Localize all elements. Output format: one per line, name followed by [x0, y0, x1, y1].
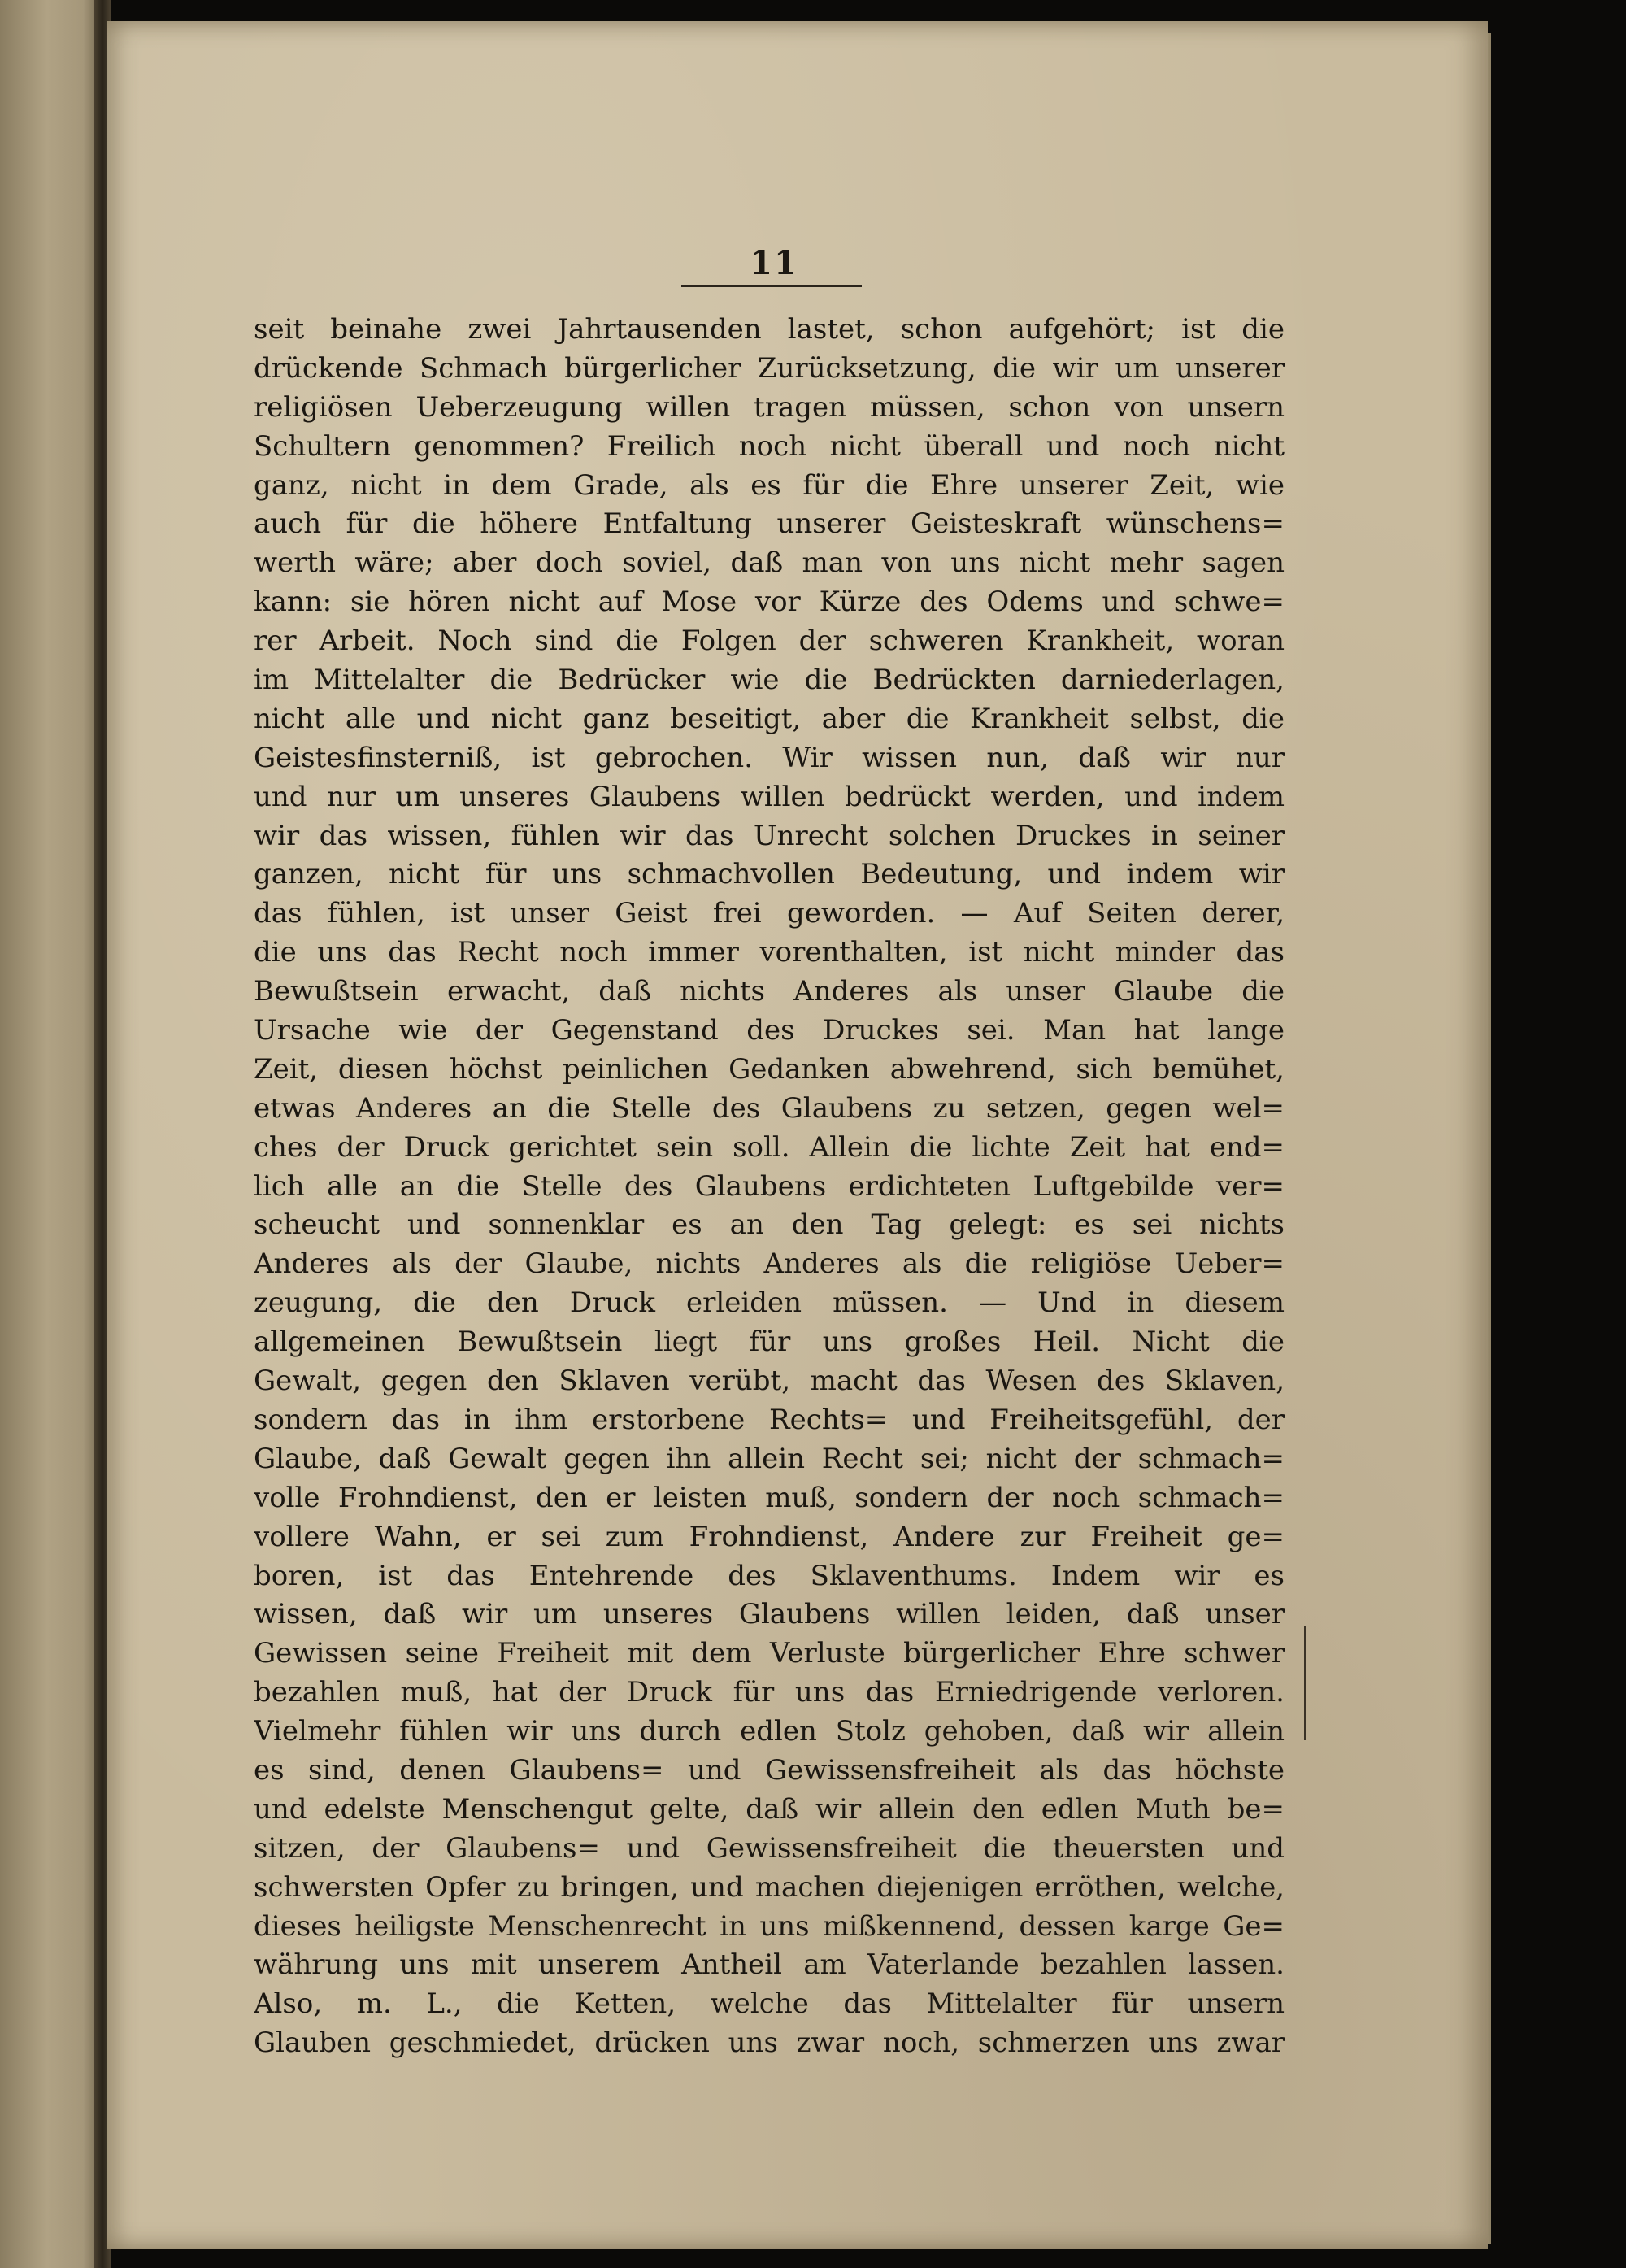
- left-page-edge: [0, 0, 104, 2268]
- text-line: ches der Druck gerichtet sein soll. Allein die lichte Zeit hat end=: [254, 1130, 1285, 1164]
- text-line: Ursache wie der Gegenstand des Druckes sei. Man hat lange: [254, 1014, 1285, 1047]
- text-line: schwersten Opfer zu bringen, und machen diejenigen erröthen, welche,: [254, 1870, 1285, 1904]
- text-line: Geistesfinsterniß, ist gebrochen. Wir wissen nun, daß wir nur: [254, 741, 1285, 774]
- text-line: Gewissen seine Freiheit mit dem Verluste bürgerlicher Ehre schwer: [254, 1637, 1285, 1670]
- text-line: Zeit, diesen höchst peinlichen Gedanken abwehrend, sich bemühet,: [254, 1052, 1285, 1086]
- text-line: etwas Anderes an die Stelle des Glaubens zu setzen, gegen wel=: [254, 1091, 1285, 1125]
- text-line: Vielmehr fühlen wir uns durch edlen Stolz gehoben, daß wir allein: [254, 1715, 1285, 1748]
- text-line: ganz, nicht in dem Grade, als es für die Ehre unserer Zeit, wie: [254, 468, 1285, 502]
- page-number: 11: [750, 244, 798, 282]
- text-line: Bewußtsein erwacht, daß nichts Anderes als unser Glaube die: [254, 975, 1285, 1008]
- text-line: sitzen, der Glaubens= und Gewissensfreiheit die theuersten und: [254, 1831, 1285, 1865]
- text-line: zeugung, die den Druck erleiden müssen. — Und in diesem: [254, 1286, 1285, 1320]
- text-line: religiösen Ueberzeugung willen tragen müssen, schon von unsern: [254, 390, 1285, 424]
- text-line: drückende Schmach bürgerlicher Zurücksetzung, die wir um unserer: [254, 351, 1285, 385]
- text-line: lich alle an die Stelle des Glaubens erdichteten Luftgebilde ver=: [254, 1169, 1285, 1203]
- text-line: wir das wissen, fühlen wir das Unrecht solchen Druckes in seiner: [254, 819, 1285, 852]
- text-line: volle Frohndienst, den er leisten muß, sondern der noch schmach=: [254, 1481, 1285, 1514]
- text-line: währung uns mit unserem Antheil am Vaterlande bezahlen lassen.: [254, 1948, 1285, 1982]
- text-line: Anderes als der Glaube, nichts Anderes als die religiöse Ueber=: [254, 1247, 1285, 1281]
- text-line: kann: sie hören nicht auf Mose vor Kürze des Odems und schwe=: [254, 586, 1285, 619]
- text-line: auch für die höhere Entfaltung unserer Geisteskraft wünschens=: [254, 507, 1285, 541]
- text-line: dieses heiligste Menschenrecht in uns mißkennend, dessen karge Ge=: [254, 1909, 1285, 1943]
- margin-pencil-mark: [1304, 1626, 1306, 1740]
- body-text: [254, 311, 1285, 2063]
- text-line: Schultern genommen? Freilich noch nicht überall und noch nicht: [254, 429, 1285, 463]
- text-line: und nur um unseres Glaubens willen bedrückt werden, und indem: [254, 780, 1285, 813]
- text-line: scheucht und sonnenklar es an den Tag gelegt: es sei nichts: [254, 1208, 1285, 1242]
- text-line: die uns das Recht noch immer vorenthalten, ist nicht minder das: [254, 936, 1285, 969]
- text-line: vollere Wahn, er sei zum Frohndienst, Andere zur Freiheit ge=: [254, 1520, 1285, 1553]
- text-line: es sind, denen Glaubens= und Gewissensfreiheit als das höchste: [254, 1753, 1285, 1787]
- text-line: sondern das in ihm erstorbene Rechts= und Freiheitsgefühl, der: [254, 1403, 1285, 1436]
- text-line: und edelste Menschengut gelte, daß wir allein den edlen Muth be=: [254, 1792, 1285, 1826]
- text-line: das fühlen, ist unser Geist frei geworden. — Auf Seiten derer,: [254, 897, 1285, 930]
- text-line: werth wäre; aber doch soviel, daß man von uns nicht mehr sagen: [254, 546, 1285, 580]
- text-line: Glaube, daß Gewalt gegen ihn allein Recht sei; nicht der schmach=: [254, 1442, 1285, 1475]
- text-line: bezahlen muß, hat der Druck für uns das Erniedrigende verloren.: [254, 1676, 1285, 1709]
- text-line: boren, ist das Entehrende des Sklaventhums. Indem wir es: [254, 1559, 1285, 1592]
- text-line: Also, m. L., die Ketten, welche das Mittelalter für unsern: [254, 1987, 1285, 2021]
- text-line: nicht alle und nicht ganz beseitigt, aber die Krankheit selbst, die: [254, 702, 1285, 735]
- text-line: allgemeinen Bewußtsein liegt für uns großes Heil. Nicht die: [254, 1326, 1285, 1359]
- text-line: Glauben geschmiedet, drücken uns zwar noch, schmerzen uns zwar: [254, 2026, 1285, 2060]
- text-line: im Mittelalter die Bedrücker wie die Bedrückten darniederlagen,: [254, 664, 1285, 697]
- text-line: rer Arbeit. Noch sind die Folgen der schweren Krankheit, woran: [254, 625, 1285, 658]
- page-number-rule: [681, 285, 862, 287]
- text-line: ganzen, nicht für uns schmachvollen Bedeutung, und indem wir: [254, 858, 1285, 891]
- text-line: wissen, daß wir um unseres Glaubens willen leiden, daß unser: [254, 1598, 1285, 1631]
- text-line: Gewalt, gegen den Sklaven verübt, macht das Wesen des Sklaven,: [254, 1365, 1285, 1398]
- text-line: seit beinahe zwei Jahrtausenden lastet, schon aufgehört; ist die: [254, 313, 1285, 346]
